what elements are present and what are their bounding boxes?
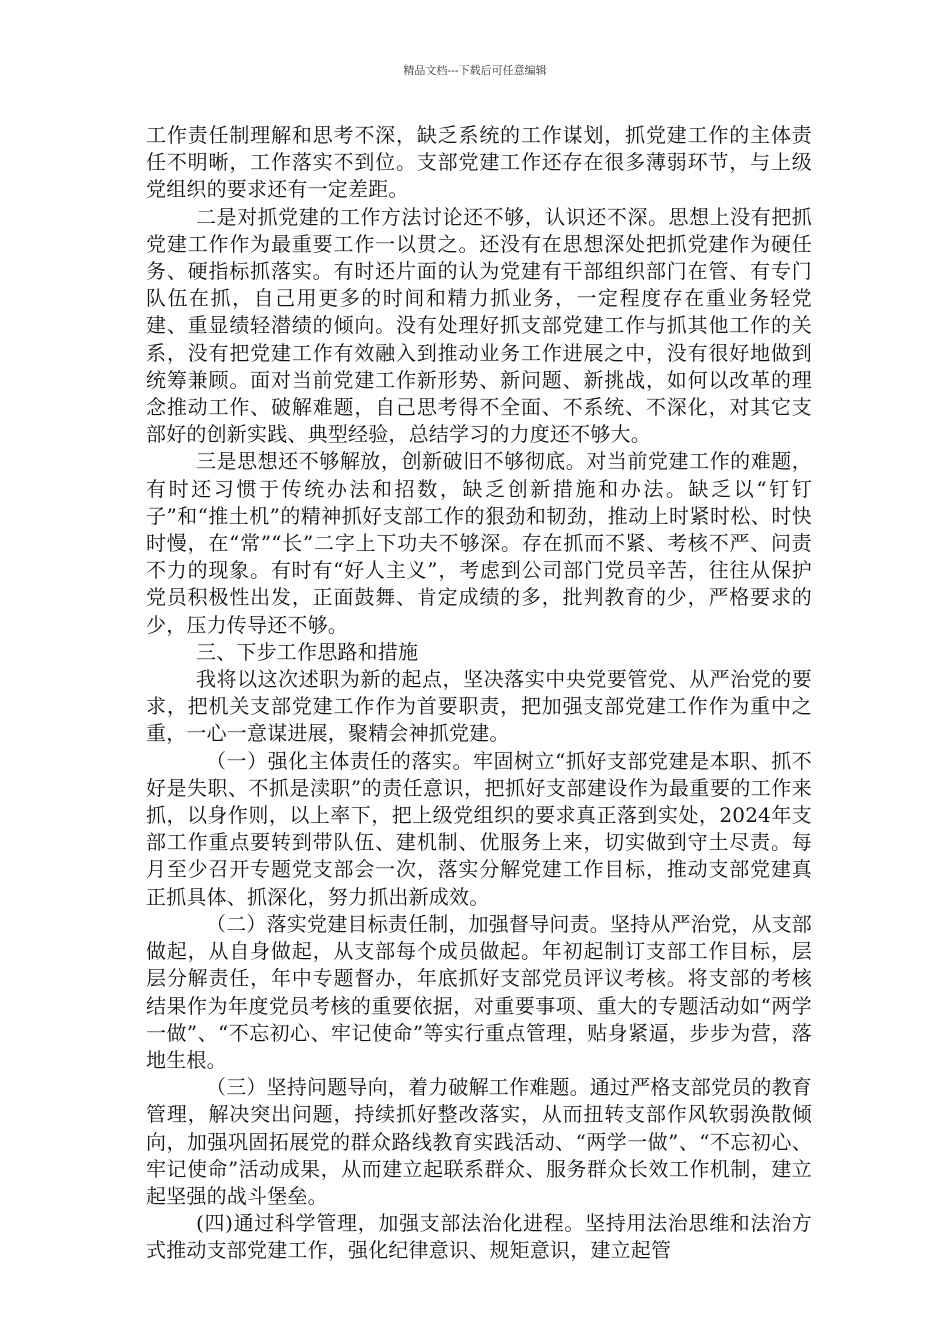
- paragraph-1: 工作责任制理解和思考不深，缺乏系统的工作谋划，抓党建工作的主体责任不明晰，工作落实不到位。支部党建工作还存在很多薄弱环节，与上级党组织的要求还有一定差距。: [146, 123, 812, 202]
- measure-4: (四)通过科学管理，加强支部法治化进程。坚持用法治思维和法治方式推动支部党建工作，强化纪律意识、规矩意识，建立起管: [146, 1211, 812, 1263]
- document-body: [146, 122, 812, 1265]
- paragraph-2: 二是对抓党建的工作方法讨论还不够，认识还不深。思想上没有把抓党建工作作为最重要工作一以贯之。还没有在思想深处把抓党建作为硬任务、硬指标抓落实。有时还片面的认为党建有干部组织部门在管、有专门队伍在抓，自己用更多的时间和精力抓业务，一定程度存在重业务轻党建、重显绩轻潜绩的倾向。没有处理好抓支部党建工作与抓其他工作的关系，没有把党建工作有效融入到推动业务工作进展之中，没有很好地做到统筹兼顾。面对当前党建工作新形势、新问题、新挑战，如何以改革的理念推动工作、破解难题，自己思考得不全面、不系统、不深化，对其它支部好的创新实践、典型经验，总结学习的力度还不够大。: [146, 204, 812, 447]
- measure-1: （一）强化主体责任的落实。牢固树立“抓好支部党建是本职、抓不好是失职、不抓是渎职”的责任意识，把抓好支部建设作为最重要的工作来抓，以身作则，以上率下，把上级党组织的要求真正落到实处，2024年支部工作重点要转到带队伍、建机制、优服务上来，切实做到守土尽责。每月至少召开专题党支部会一次，落实分解党建工作目标，推动支部党建真正抓具体、抓深化，努力抓出新成效。: [146, 748, 812, 909]
- section-heading: 三、下步工作思路和措施: [196, 639, 419, 664]
- paragraph-3: 三是思想还不够解放，创新破旧不够彻底。对当前党建工作的难题，有时还习惯于传统办法和招数，缺乏创新措施和办法。缺乏以“钉钉子”和“推土机”的精神抓好支部工作的狠劲和韧劲，推动上时紧时松、时快时慢，在“常”“长”二字上下功夫不够深。存在抓而不紧、考核不严、问责不力的现象。有时有“好人主义”，考虑到公司部门党员辛苦，往往从保护党员积极性出发，正面鼓舞、肯定成绩的多，批判教育的少，严格要求的少，压力传导还不够。: [146, 449, 812, 637]
- measure-2: （二）落实党建目标责任制，加强督导问责。坚持从严治党，从支部做起，从自身做起，从支部每个成员做起。年初起制订支部工作目标，层层分解责任，年中专题督办，年底抓好支部党员评议考核。将支部的考核结果作为年度党员考核的重要依据，对重要事项、重大的专题活动如“两学一做”、“不忘初心、牢记使命”等实行重点管理，贴身紧逼，步步为营，落地生根。: [146, 911, 812, 1072]
- page-header: 精品文档---下载后可任意编辑: [403, 64, 547, 77]
- measure-3: （三）坚持问题导向，着力破解工作难题。通过严格支部党员的教育管理，解决突出问题，持续抓好整改落实，从而扭转支部作风软弱涣散倾向，加强巩固拓展党的群众路线教育实践活动、“两学一做”、“不忘初心、牢记使命”活动成果，从而建立起联系群众、服务群众长效工作机制，建立起坚强的战斗堡垒。: [146, 1075, 812, 1208]
- paragraph-4: 我将以这次述职为新的起点，坚决落实中央党要管党、从严治党的要求，把机关支部党建工作作为首要职责，把加强支部党建工作作为重中之重，一心一意谋进展，聚精会神抓党建。: [146, 667, 812, 746]
